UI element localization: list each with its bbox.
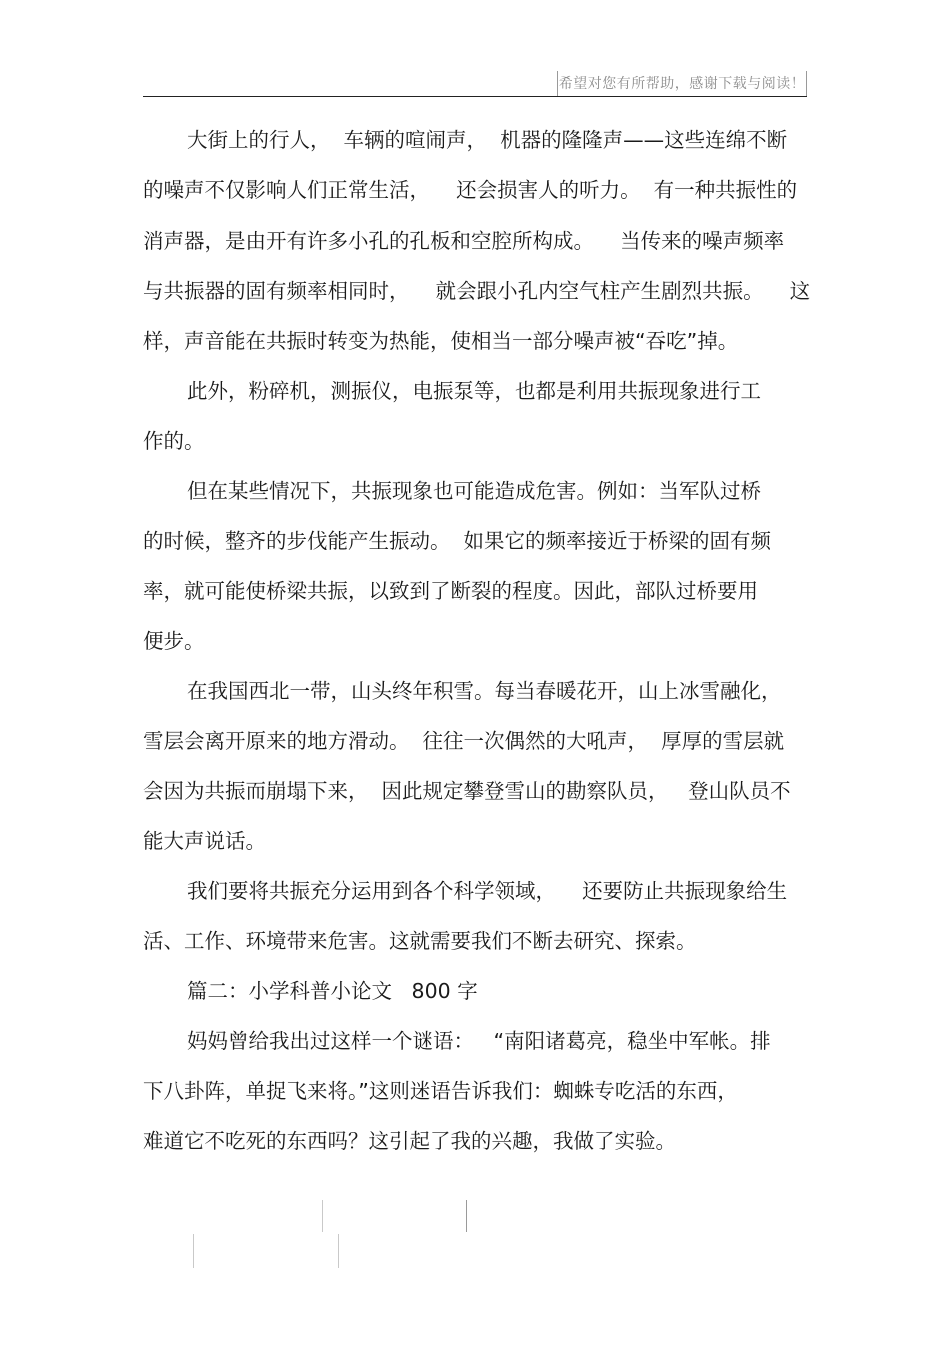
scan-mark	[193, 1234, 194, 1268]
text-line: 但在某些情况下，共振现象也可能造成危害。例如：当军队过桥	[187, 479, 761, 503]
header-rule	[143, 96, 807, 97]
text-line: 作的。	[143, 429, 205, 453]
text-line: 此外，粉碎机，测振仪，电振泵等，也都是利用共振现象进行工	[187, 379, 761, 403]
text-line: 的噪声不仅影响人们正常生活， 还会损害人的听力。 有一种共振性的	[143, 178, 798, 202]
text-line: 能大声说话。	[143, 829, 266, 853]
text-line: 率，就可能使桥梁共振，以致到了断裂的程度。因此，部队过桥要用	[143, 579, 758, 603]
text-line: 样，声音能在共振时转变为热能，使相当一部分噪声被“吞吃”掉。	[143, 329, 739, 353]
text-line: 下八卦阵，单捉飞来将。”这则迷语告诉我们：蜘蛛专吃活的东西，	[143, 1079, 738, 1103]
text-line: 大街上的行人， 车辆的喧闹声， 机器的隆隆声——这些连绵不断	[187, 128, 788, 152]
text-line: 妈妈曾给我出过这样一个谜语： “南阳诸葛亮，稳坐中军帐。排	[187, 1029, 771, 1053]
text-line: 会因为共振而崩塌下来， 因此规定攀登雪山的勘察队员， 登山队员不	[143, 779, 791, 803]
text-line: 雪层会离开原来的地方滑动。 往往一次偶然的大吼声， 厚厚的雪层就	[143, 729, 785, 753]
text-line: 便步。	[143, 629, 205, 653]
text-line: 我们要将共振充分运用到各个科学领域， 还要防止共振现象给生	[187, 879, 788, 903]
scan-mark	[322, 1200, 323, 1232]
scan-mark	[338, 1234, 339, 1268]
scan-mark	[466, 1200, 467, 1232]
text-line: 与共振器的固有频率相同时， 就会跟小孔内空气柱产生剧烈共振。 这	[143, 279, 811, 303]
text-line: 的时候，整齐的步伐能产生振动。 如果它的频率接近于桥梁的固有频	[143, 529, 772, 553]
text-line: 在我国西北一带，山头终年积雪。每当春暖花开，山上冰雪融化，	[187, 679, 782, 703]
text-line: 消声器，是由开有许多小孔的孔板和空腔所构成。 当传来的噪声频率	[143, 229, 785, 253]
text-line: 活、工作、环境带来危害。这就需要我们不断去研究、探索。	[143, 929, 697, 953]
header-tagline: 希望对您有所帮助，感谢下载与阅读！	[557, 71, 807, 97]
text-line: 难道它不吃死的东西吗？这引起了我的兴趣，我做了实验。	[143, 1129, 676, 1153]
section-heading: 篇二：小学科普小论文 800 字	[187, 979, 478, 1003]
